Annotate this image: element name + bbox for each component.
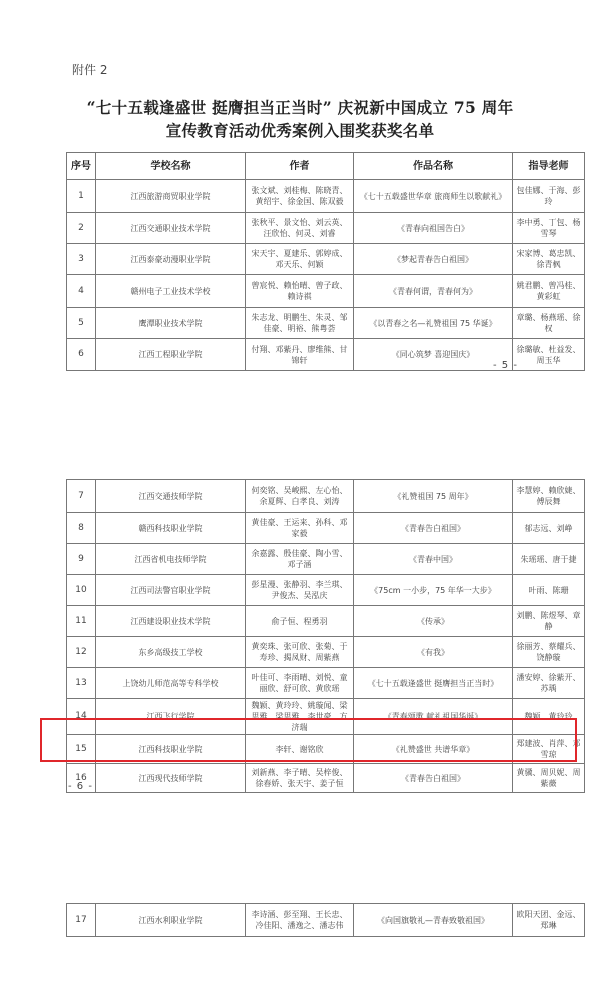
cell-no: 2: [67, 213, 96, 244]
attachment-label: 附件 2: [72, 63, 108, 77]
cell-no: 4: [67, 275, 96, 308]
cell-work: 《七十五载逢盛世 挺膺担当正当时》: [354, 668, 513, 699]
cell-work: 《青春中国》: [354, 544, 513, 575]
highlight-box: [40, 718, 577, 762]
cell-work: 《同心筑梦 喜迎国庆》: [354, 339, 513, 371]
cell-school: 江西旅游商贸职业学院: [96, 180, 246, 213]
table-row: [67, 308, 585, 339]
cell-authors: 余嘉露、殷佳豪、陶小雪、邓子涵: [246, 544, 354, 575]
cell-teachers: 欧阳天团、金远、郑琳: [513, 904, 585, 937]
cell-no: 3: [67, 244, 96, 275]
header-authors: 作者: [246, 153, 354, 180]
cell-no: 5: [67, 308, 96, 339]
cell-work: 《75cm 一小步，75 年华一大步》: [354, 575, 513, 606]
cell-school: 江西工程职业学院: [96, 339, 246, 371]
header-teachers: 指导老师: [513, 153, 585, 180]
cell-teachers: 宋家博、葛忠凯、徐青枫: [513, 244, 585, 275]
cell-no: 6: [67, 339, 96, 371]
cell-teachers: 郑建波、肖萍、邓雪琼: [513, 735, 585, 764]
table-row: [67, 904, 585, 937]
table-row: [67, 764, 585, 793]
cell-teachers: 刘鹏、陈煜琴、章静: [513, 606, 585, 637]
cell-school: 江西科技职业学院: [96, 735, 246, 764]
cell-school: 上饶幼儿师范高等专科学校: [96, 668, 246, 699]
cell-school: 江西泰豪动漫职业学院: [96, 244, 246, 275]
cell-work: 《有我》: [354, 637, 513, 668]
cell-authors: 俞子恒、程勇羽: [246, 606, 354, 637]
cell-no: 17: [67, 904, 96, 937]
cell-no: 10: [67, 575, 96, 606]
cell-work: 《七十五载盛世华章 旅商师生以歌献礼》: [354, 180, 513, 213]
cell-teachers: 姚君鹏、曾冯桂、黄彩虹: [513, 275, 585, 308]
cell-school: 江西建设职业技术学院: [96, 606, 246, 637]
table-row: [67, 575, 585, 606]
cell-teachers: 潘安婷、徐紫开、苏瑀: [513, 668, 585, 699]
table-row: [67, 213, 585, 244]
cell-authors: 何奕铭、吴峻熙、左心怡、余夏辉、白孝良、刘涛: [246, 480, 354, 513]
cell-authors: 朱志龙、明鹏生、朱灵、邹佳豪、明裕、熊粤荟: [246, 308, 354, 339]
cell-work: 《传承》: [354, 606, 513, 637]
cell-school: 赣西科技职业学院: [96, 513, 246, 544]
cell-authors: 彭星漫、张静羽、李兰琪、尹俊杰、吴泓庆: [246, 575, 354, 606]
cell-teachers: 魏颖、黄玲玲: [513, 699, 585, 735]
cell-work: 《青春何谓，青春何为》: [354, 275, 513, 308]
cell-school: 江西交通职业技术学院: [96, 213, 246, 244]
cell-teachers: 徐璐敏、杜益发、周玉华: [513, 339, 585, 371]
page-number: - 5 -: [493, 360, 518, 371]
table-row: [67, 637, 585, 668]
cell-teachers: 徐丽芳、蔡耀兵、饶静璇: [513, 637, 585, 668]
table-header-row: [67, 153, 585, 180]
cell-authors: 付翔、邓紫丹、廖维熊、甘锦轩: [246, 339, 354, 371]
cell-authors: 曾宸悦、赖怡晴、曾子政、赖诗祺: [246, 275, 354, 308]
document-title-line2: 宣传教育活动优秀案例入围奖获奖名单: [165, 121, 435, 140]
cell-work: 《向国旗敬礼—青春致敬祖国》: [354, 904, 513, 937]
cell-teachers: 黄骥、周贝妮、周紫薇: [513, 764, 585, 793]
cell-no: 7: [67, 480, 96, 513]
cell-school: 江西省机电技师学院: [96, 544, 246, 575]
cell-school: 江西司法警官职业学院: [96, 575, 246, 606]
cell-no: 9: [67, 544, 96, 575]
cell-no: 16: [67, 764, 96, 793]
table-row: [67, 180, 585, 213]
table-row: [67, 668, 585, 699]
cell-no: 1: [67, 180, 96, 213]
header-work: 作品名称: [354, 153, 513, 180]
page-number: - 6 -: [68, 781, 93, 792]
cell-authors: 李诗涵、彭至翔、王长忠、冷佳阳、潘逸之、潘志伟: [246, 904, 354, 937]
cell-no: 8: [67, 513, 96, 544]
table-row: [67, 544, 585, 575]
cell-no: 12: [67, 637, 96, 668]
cell-teachers: 李中勇、丁包、杨雪琴: [513, 213, 585, 244]
cell-authors: 黄奕珠、张可欣、张菊、于寿珍、揭凤财、周紫燕: [246, 637, 354, 668]
cell-school: 江西交通技师学院: [96, 480, 246, 513]
cell-work: 《青春告白祖国》: [354, 513, 513, 544]
cell-work: 《梦起青春告白祖国》: [354, 244, 513, 275]
table-row: [67, 244, 585, 275]
cell-authors: 张秋平、景文怡、刘云英、汪欣怡、何灵、刘睿: [246, 213, 354, 244]
table-row: [67, 275, 585, 308]
cell-authors: 刘新燕、李子晴、吴梓俊、徐春娇、张天宇、姜子恒: [246, 764, 354, 793]
table-row: [67, 606, 585, 637]
cell-school: 东乡高级技工学校: [96, 637, 246, 668]
cell-authors: 黄佳豪、王运来、孙科、邓家毅: [246, 513, 354, 544]
cell-school: 江西飞行学院: [96, 699, 246, 735]
header-school: 学校名称: [96, 153, 246, 180]
table-row: [67, 513, 585, 544]
cell-no: 13: [67, 668, 96, 699]
cell-teachers: 章璐、杨燕瑶、徐权: [513, 308, 585, 339]
cell-work: 《礼赞祖国 75 周年》: [354, 480, 513, 513]
cell-no: 11: [67, 606, 96, 637]
cell-authors: 魏颖、黄玲玲、姚璇闻、梁思雅、梁思雅、李世豪、方济瑞: [246, 699, 354, 735]
cell-teachers: 郁志远、刘峥: [513, 513, 585, 544]
document-title-line1: “七十五载逢盛世 挺膺担当正当时” 庆祝新中国成立 75 周年: [86, 98, 514, 117]
cell-authors: 李轩、谢铭欣: [246, 735, 354, 764]
award-table-part1: [66, 152, 585, 371]
cell-teachers: 朱瑶瑶、唐于捷: [513, 544, 585, 575]
cell-authors: 宋天宇、夏建乐、郭婷成、邓天乐、何颖: [246, 244, 354, 275]
cell-work: 《礼赞盛世 共谱华章》: [354, 735, 513, 764]
table-row: [67, 480, 585, 513]
cell-work: 《青春向祖国告白》: [354, 213, 513, 244]
cell-work: 《青春颂歌 献礼祖国华诞》: [354, 699, 513, 735]
cell-work: 《以青春之名—礼赞祖国 75 华诞》: [354, 308, 513, 339]
cell-authors: 叶佳可、李雨晴、刘悦、童丽欣、舒可欣、黄欣瑶: [246, 668, 354, 699]
cell-school: 江西现代技师学院: [96, 764, 246, 793]
cell-no: 15: [67, 735, 96, 764]
cell-teachers: 李慧婷、赖欣婕、傅辰舞: [513, 480, 585, 513]
cell-school: 赣州电子工业技术学校: [96, 275, 246, 308]
cell-teachers: 包佳娜、于海、彭玲: [513, 180, 585, 213]
cell-authors: 张文斌、刘桂梅、陈晓青、黄绍宇、徐金国、陈双毅: [246, 180, 354, 213]
cell-teachers: 叶雨、陈珊: [513, 575, 585, 606]
cell-school: 江西水利职业学院: [96, 904, 246, 937]
cell-no: 14: [67, 699, 96, 735]
header-no: 序号: [67, 153, 96, 180]
cell-work: 《青春告白祖国》: [354, 764, 513, 793]
cell-school: 鹰潭职业技术学院: [96, 308, 246, 339]
award-table-part3: [66, 903, 585, 937]
